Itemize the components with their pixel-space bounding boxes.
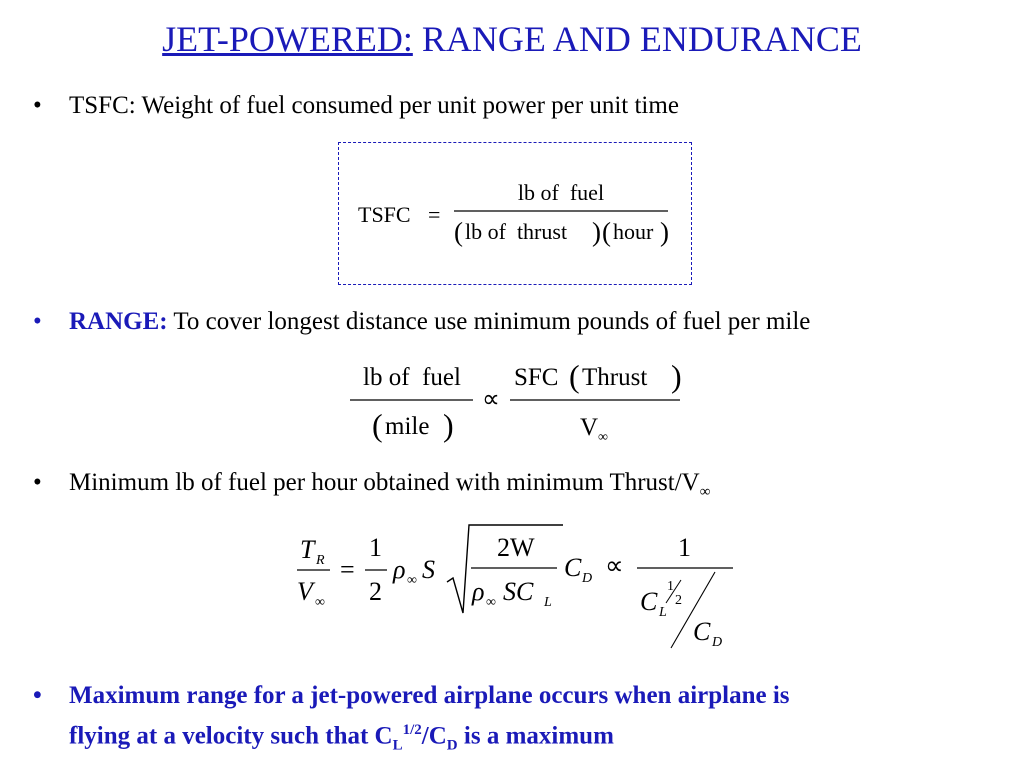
- eq3-V-sub: ∞: [315, 595, 325, 610]
- eq1-numerator: lb of fuel: [517, 180, 605, 205]
- max-range-line1: Maximum range for a jet-powered airplane occurs when airplane is: [69, 682, 790, 709]
- eq3-V: V: [297, 577, 313, 606]
- title-prefix: JET-POWERED:: [162, 19, 413, 59]
- eq2-thrust: Thrust: [582, 364, 648, 391]
- eq3-T-sub: R: [316, 553, 325, 568]
- eq1-paren: ): [660, 217, 669, 247]
- eq3-rhs-CD-sub: D: [712, 635, 723, 650]
- eq3-sqrt-rho: ρ: [472, 577, 485, 606]
- eq3-CD: C: [564, 553, 582, 582]
- eq2-den2: V: [580, 414, 599, 441]
- eq1-den-hour: hour: [613, 219, 654, 244]
- bullet-text: To cover longest distance use minimum pounds of fuel per mile: [167, 308, 811, 335]
- eq3-T: T: [300, 535, 315, 564]
- eq2-paren: ): [671, 358, 682, 394]
- bullet-text-sub: ∞: [699, 484, 711, 500]
- eq3-prop: ∝: [605, 551, 624, 580]
- eq2-den1: mile: [385, 413, 430, 440]
- eq3-equals: =: [340, 555, 355, 584]
- eq3-rhs-C-sub: L: [659, 605, 667, 620]
- eq1-paren: (: [454, 217, 463, 247]
- eq3-sqrt-rho-sub: ∞: [486, 595, 496, 610]
- bullet-marker: •: [33, 92, 42, 119]
- tsfc-equation: [338, 142, 692, 285]
- thrust-required-equation: [285, 520, 745, 660]
- bullet-marker: •: [33, 469, 42, 496]
- eq3-rhs-CD: C: [693, 617, 711, 646]
- eq2-paren: (: [372, 407, 383, 443]
- eq3-half-num: 1: [369, 533, 382, 562]
- eq1-equals: =: [428, 202, 441, 227]
- eq1-paren: ): [592, 217, 601, 247]
- eq3-CD-sub: D: [582, 571, 593, 586]
- slide-title: [0, 18, 1024, 60]
- eq2-num1: lb of fuel: [363, 364, 461, 391]
- eq2-paren: ): [443, 407, 454, 443]
- max-range-line2: flying at a velocity such that $C_L^{1/2}/C_D$ is a maximum: [69, 722, 614, 754]
- eq3-rhs-sup-den: 2: [675, 593, 682, 608]
- eq1-paren: (: [602, 217, 611, 247]
- eq3-rhs-C: C: [640, 587, 658, 616]
- eq3-rho: ρ: [393, 555, 406, 584]
- bullet-marker: •: [33, 682, 42, 709]
- bullet-marker: •: [33, 308, 42, 335]
- eq3-S: S: [422, 555, 435, 584]
- eq2-prop: ∝: [482, 386, 500, 413]
- eq2-den2-sub: ∞: [598, 430, 608, 445]
- eq3-rho-sub: ∞: [407, 573, 417, 588]
- range-proportionality-equation: [340, 355, 690, 450]
- eq3-sqrt-num: 2W: [497, 533, 535, 562]
- bullet-text: TSFC: Weight of fuel consumed per unit power per unit time: [69, 92, 679, 119]
- eq3-rhs-num: 1: [678, 533, 691, 562]
- eq3-sqrt-L: L: [544, 595, 552, 610]
- range-label: RANGE:: [69, 308, 168, 335]
- eq3-rhs-sup-num: 1: [667, 579, 674, 594]
- eq3-half-den: 2: [369, 577, 382, 606]
- eq1-lhs: TSFC: [358, 202, 411, 227]
- title-rest: RANGE AND ENDURANCE: [412, 19, 862, 59]
- eq2-paren: (: [569, 358, 580, 394]
- bullet-text: Minimum lb of fuel per hour obtained with minimum Thrust/V: [69, 469, 700, 496]
- eq1-den-thrust: lb of thrust: [465, 219, 568, 244]
- eq2-sfc: SFC: [514, 364, 559, 391]
- eq3-sqrt-SC: SC: [503, 577, 534, 606]
